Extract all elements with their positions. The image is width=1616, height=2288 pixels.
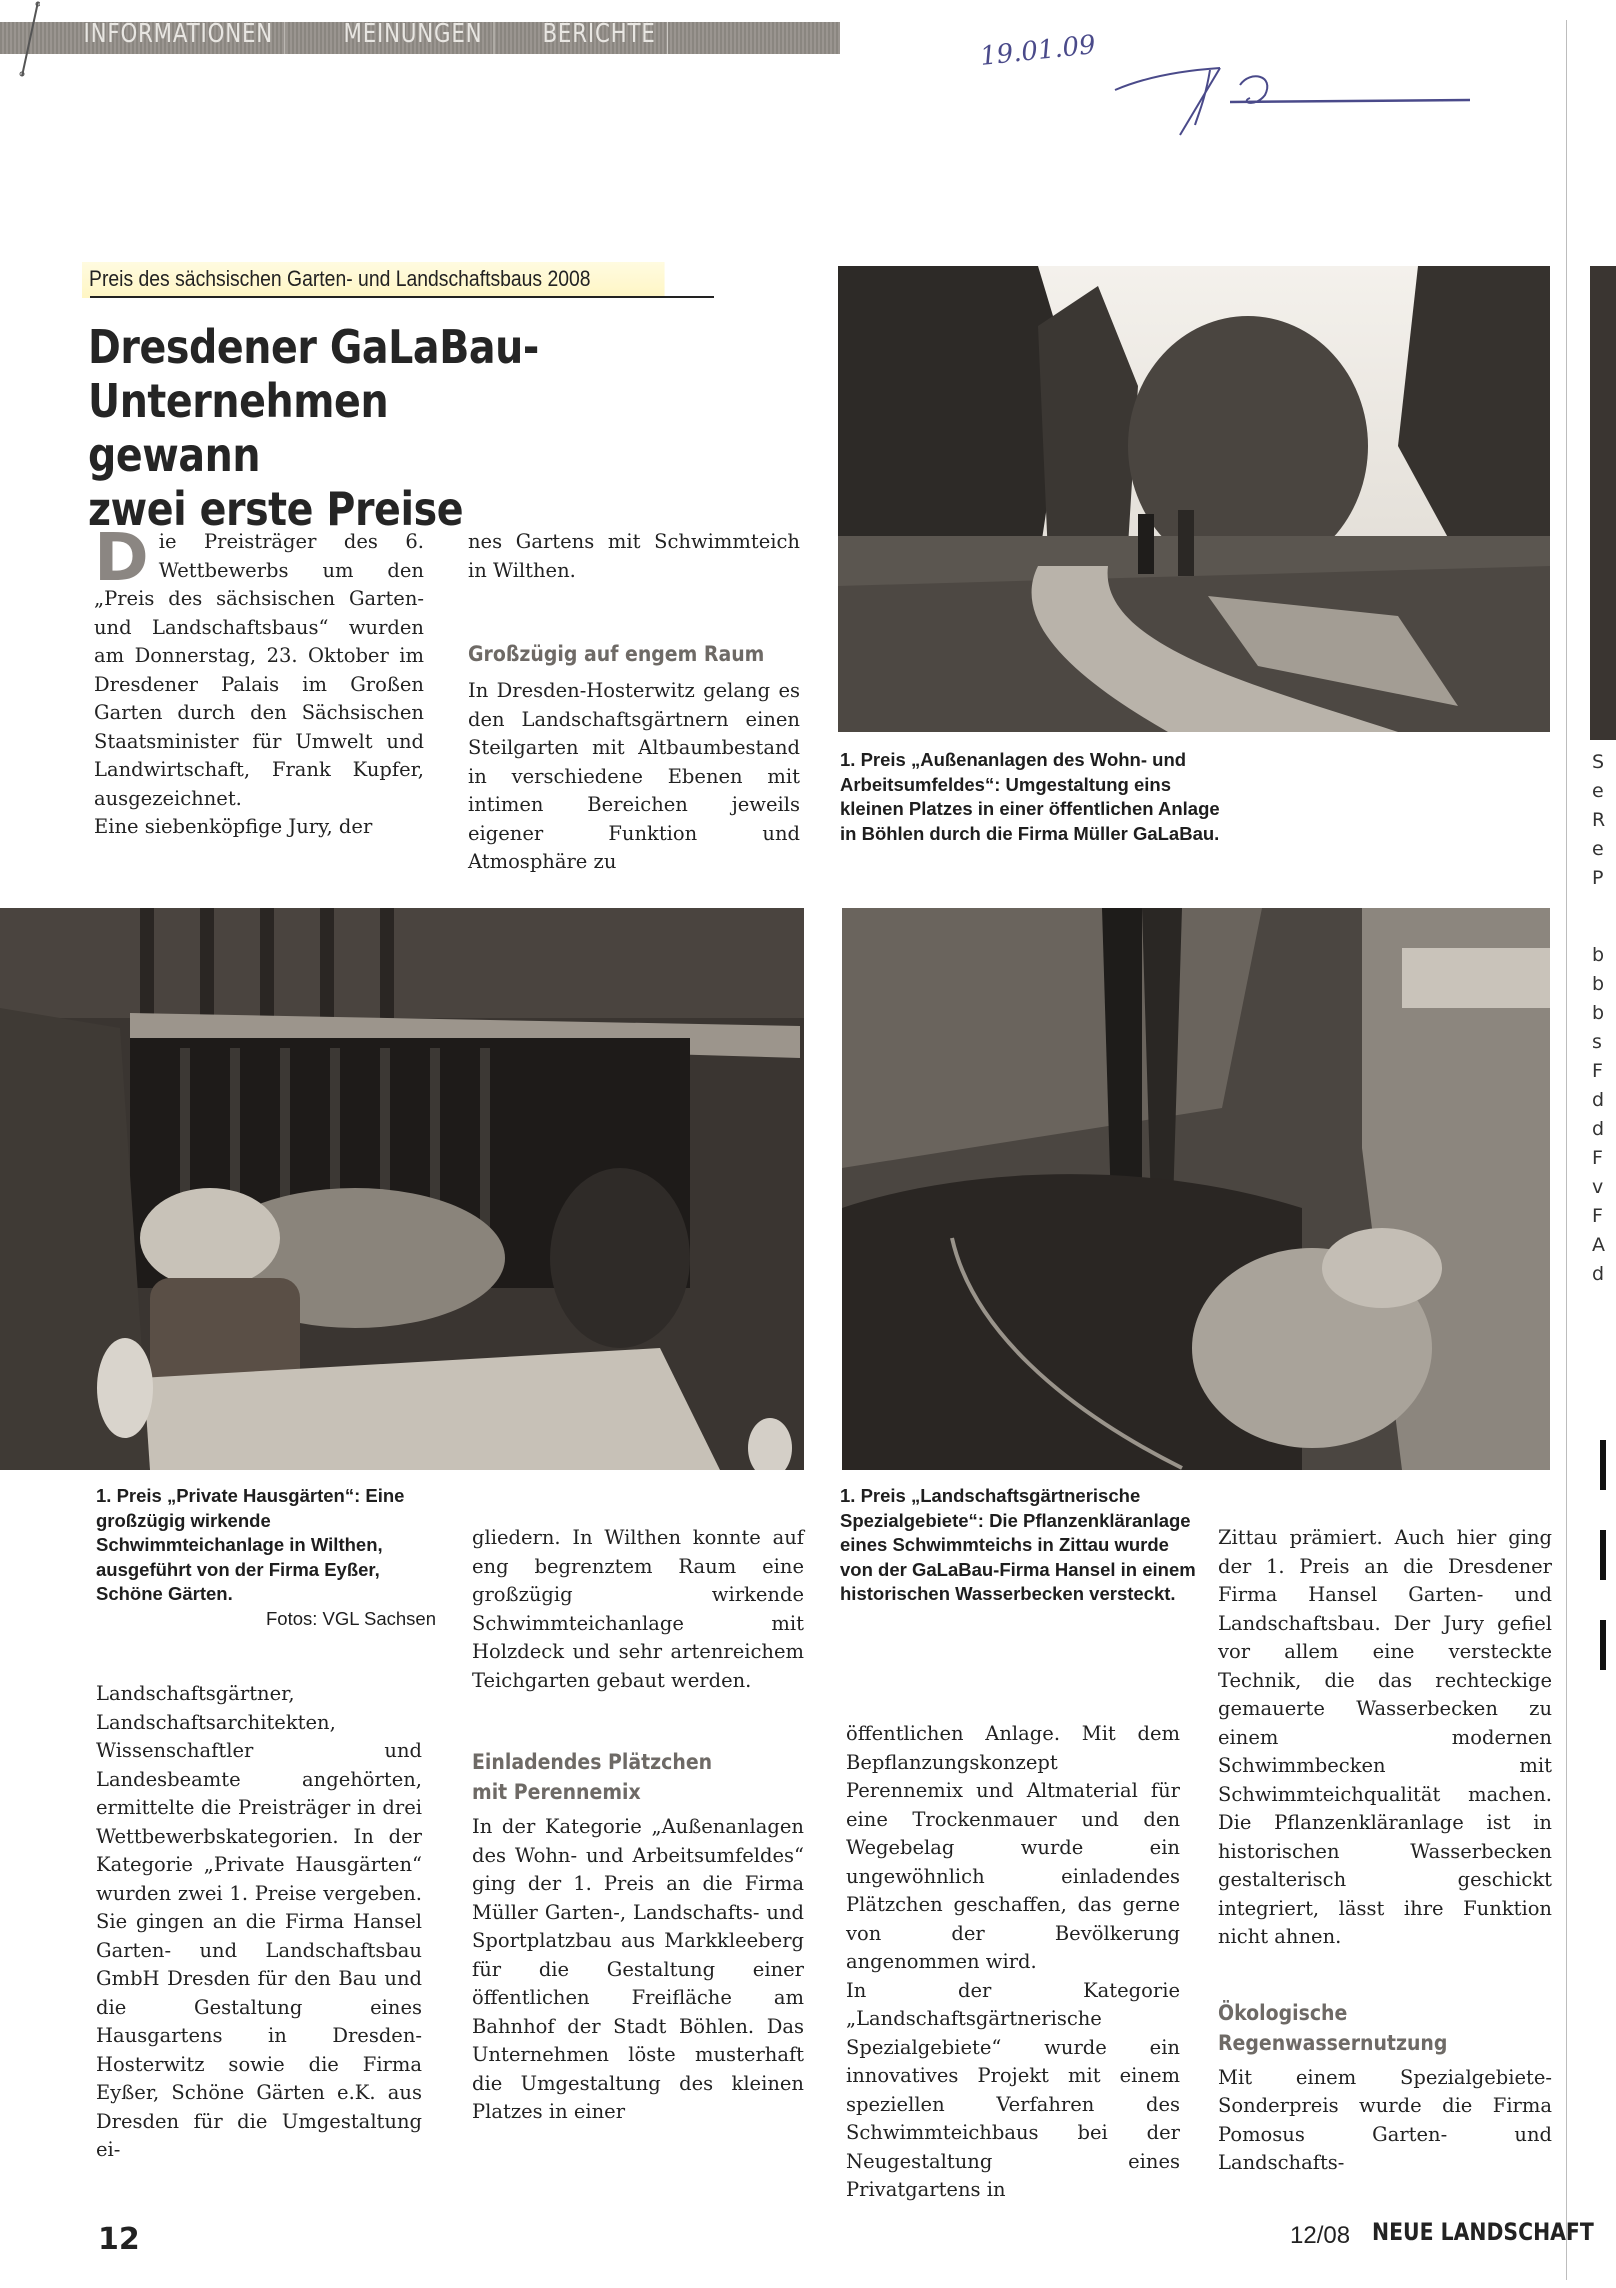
fragment-letter: d <box>1592 1089 1605 1111</box>
subhead-regenwasser <box>1218 1998 1519 2058</box>
article-headline <box>88 320 570 536</box>
fragment-letter: R <box>1592 809 1606 831</box>
fragment-letter: b <box>1592 1002 1605 1024</box>
subhead-grosszuegig: Großzügig auf engem Raum <box>468 642 765 666</box>
issue-number: 12/08 <box>1290 2222 1351 2249</box>
paragraph-jury: Landschaftsgärtner, Landschaftsarchitekten, Wissenschaftler und Landesbeamte angehörten, ermittelte die Preisträger in drei Wettbewerbskategorien. In der Kategorie „Private Hausgärten“ wurden zwei 1. Preise vergeben. Sie gingen an die Firma Hansel Garten- und Landschaftsbau GmbH Dresden für den Bau und die Gestaltung eines Hausgartens in Dresden-Hosterwitz sowie die Firma Eyßer, Schöne Gärten e.K. aus Dresden für die Umgestaltung ei- <box>96 1682 422 2161</box>
column-2-continuation: nes Gartens mit Schwimmteich in Wilthen. <box>468 530 800 582</box>
header-section-meinungen: MEINUNGEN <box>332 22 495 54</box>
fragment-letter: b <box>1592 973 1605 995</box>
fragment-letter: P <box>1592 867 1604 889</box>
paragraph-plaetzchen: In der Kategorie „Außenanlagen des Wohn- und Arbeitsumfeldes“ ging der 1. Preis an die Firma Müller Garten-, Landschafts- und Sportplatzbau aus Markkleeberg für die Gestaltung einer öffentlichen Freifläche am Bahnhof der Stadt Böhlen. Das Unternehmen löste musterhaft die Umgestaltung des kleinen Platzes in einer <box>472 1815 804 2123</box>
article-column-1-bottom <box>96 1680 422 2165</box>
caption-zittau: 1. Preis „Landschaftsgärtnerische Spezialgebiete“: Die Pflanzenkläranlage eines Schwimmteichs in Zittau wurde von der GaLaBau-Firma Hansel in einem historischen Wasserbecken versteckt. <box>840 1485 1196 1604</box>
header-section-informationen: INFORMATIONEN <box>72 22 285 54</box>
handwritten-annotation <box>980 30 1500 140</box>
intro-paragraph-2: Eine siebenköpfige Jury, der <box>94 815 373 838</box>
fragment-letter: F <box>1592 1147 1603 1169</box>
fragment-letter: s <box>1592 1031 1602 1053</box>
paragraph-wilthen: gliedern. In Wilthen konnte auf eng begrenztem Raum eine großzügig wirkende Schwimmteichanlage mit Holzdeck und sehr artenreichem Teichgarten gebaut werden. <box>472 1526 804 1692</box>
park-path-image <box>838 266 1550 732</box>
paragraph-spezialgebiete: In der Kategorie „Landschaftsgärtnerische Spezialgebiete“ wurde ein innovatives Projekt mit einem speziellen Verfahren des Schwimmteichbaus bei der Neugestaltung eines Privatgartens in <box>846 1978 1180 2201</box>
article-column-2-bottom <box>472 1524 804 2127</box>
paragraph-perennemix: öffentlichen Anlage. Mit dem Bepflanzungskonzept Perennemix und Altmaterial für eine Trockenmauer und den Wegebelag wurde ein ungewöhnlich einladendes Plätzchen geschaffen, das gerne von der Bevölkerung angenommen wird. <box>846 1722 1180 1973</box>
photo-credit: Fotos: VGL Sachsen <box>265 1607 436 1629</box>
fragment-letter: d <box>1592 1118 1605 1140</box>
headline-line: Dresdener GaLaBau- <box>88 320 539 374</box>
neighbor-page-photo <box>1590 266 1616 740</box>
paragraph-grosszuegig: In Dresden-Hosterwitz gelang es den Landschaftsgärtnern einen Steilgarten mit Altbaumbestand in verschiedene Ebenen mit intimen Bereichen jeweils eigener Funktion und Atmosphäre zu <box>468 679 800 873</box>
subhead-line: Regenwassernutzung <box>1218 2030 1448 2055</box>
headline-line: Unternehmen gewann <box>88 374 389 482</box>
article-column-3-bottom <box>846 1720 1180 2205</box>
headline-line: zwei erste Preise <box>88 482 464 536</box>
photo-zittau-basin <box>842 908 1550 1470</box>
dropcap: D <box>94 519 149 596</box>
fragment-letter: F <box>1592 1205 1603 1227</box>
header-section-berichte: BERICHTE <box>531 22 668 54</box>
subhead-line: Einladendes Plätzchen <box>472 1750 713 1774</box>
section-header-band <box>0 22 840 54</box>
handwritten-date: 19.01.09 <box>978 30 1098 72</box>
swimming-pond-image <box>0 908 804 1470</box>
intro-paragraph: ie Preisträger des 6. Wettbewerbs um den „Preis des sächsischen Garten- und Landschaftsbaus“ wurden am Donnerstag, 23. Oktober im Dresdener Palais im Großen Garten durch den Sächsischen Staatsminister für Umwelt und Landwirtschaft, Frank Kupfer, ausgezeichnet. <box>94 530 424 810</box>
staple-mark-icon <box>10 0 40 80</box>
fragment-letter: S <box>1592 751 1605 773</box>
neighbor-headline-fragment <box>1600 1440 1606 1700</box>
article-kicker: Preis des sächsischen Garten- und Landschaftsbaus 2008 <box>82 262 665 298</box>
subhead-line: mit Perennemix <box>472 1780 641 1804</box>
fragment-letter: b <box>1592 944 1605 966</box>
caption-boehlen: 1. Preis „Außenanlagen des Wohn- und Arbeitsumfeldes“: Umgestaltung eins kleinen Platzes in einer öffentlichen Anlage in Böhlen durch die Firma Müller GaLaBau. <box>840 749 1220 844</box>
paragraph-regenwasser: Mit einem Spezialgebiete-Sonderpreis wurde die Firma Pomosus Garten- und Landschafts- <box>1218 2065 1552 2174</box>
subhead-line: Ökologische <box>1218 2000 1348 2025</box>
fragment-letter: v <box>1592 1176 1604 1198</box>
signature-icon <box>1110 30 1490 140</box>
subhead-plaetzchen <box>472 1747 771 1807</box>
magazine-name: NEUE LANDSCHAFT <box>1372 2218 1594 2246</box>
page-number: 12 <box>98 2222 140 2257</box>
page-fold-edge <box>1566 20 1567 2280</box>
article-column-2-top <box>468 528 800 877</box>
neighbor-page-fragment <box>1592 748 1616 1289</box>
fragment-letter: e <box>1592 780 1604 802</box>
caption-wilthen <box>96 1484 436 1631</box>
paragraph-zittau: Zittau prämiert. Auch hier ging der 1. Preis an die Dresdener Firma Hansel Garten- und Landschaftsbau. Der Jury gefiel vor allem eine versteckte Technik, die das rechteckige gemauerte Wasserbecken zu einem modernen Schwimmbecken mit Schwimmteichqualität machen. Die Pflanzenkläranlage ist in historischen Wasserbecken gestalterisch geschickt integriert, lässt ihre Funktion nicht ahnen. <box>1218 1526 1552 1948</box>
article-column-4 <box>1218 1524 1552 2178</box>
photo-boehlen-park <box>838 266 1550 732</box>
kicker-rule <box>90 296 714 298</box>
article-column-1-top <box>94 519 424 842</box>
fragment-letter: d <box>1592 1263 1605 1285</box>
fragment-letter: e <box>1592 838 1604 860</box>
fragment-letter: A <box>1592 1234 1605 1256</box>
caption-wilthen-text: 1. Preis „Private Hausgärten“: Eine großzügig wirkende Schwimmteichanlage in Wilthen, ausgeführt von der Firma Eyßer, Schöne Gärten. <box>96 1485 405 1604</box>
photo-wilthen-pond <box>0 908 804 1470</box>
fragment-letter: F <box>1592 1060 1603 1082</box>
water-basin-image <box>842 908 1550 1470</box>
